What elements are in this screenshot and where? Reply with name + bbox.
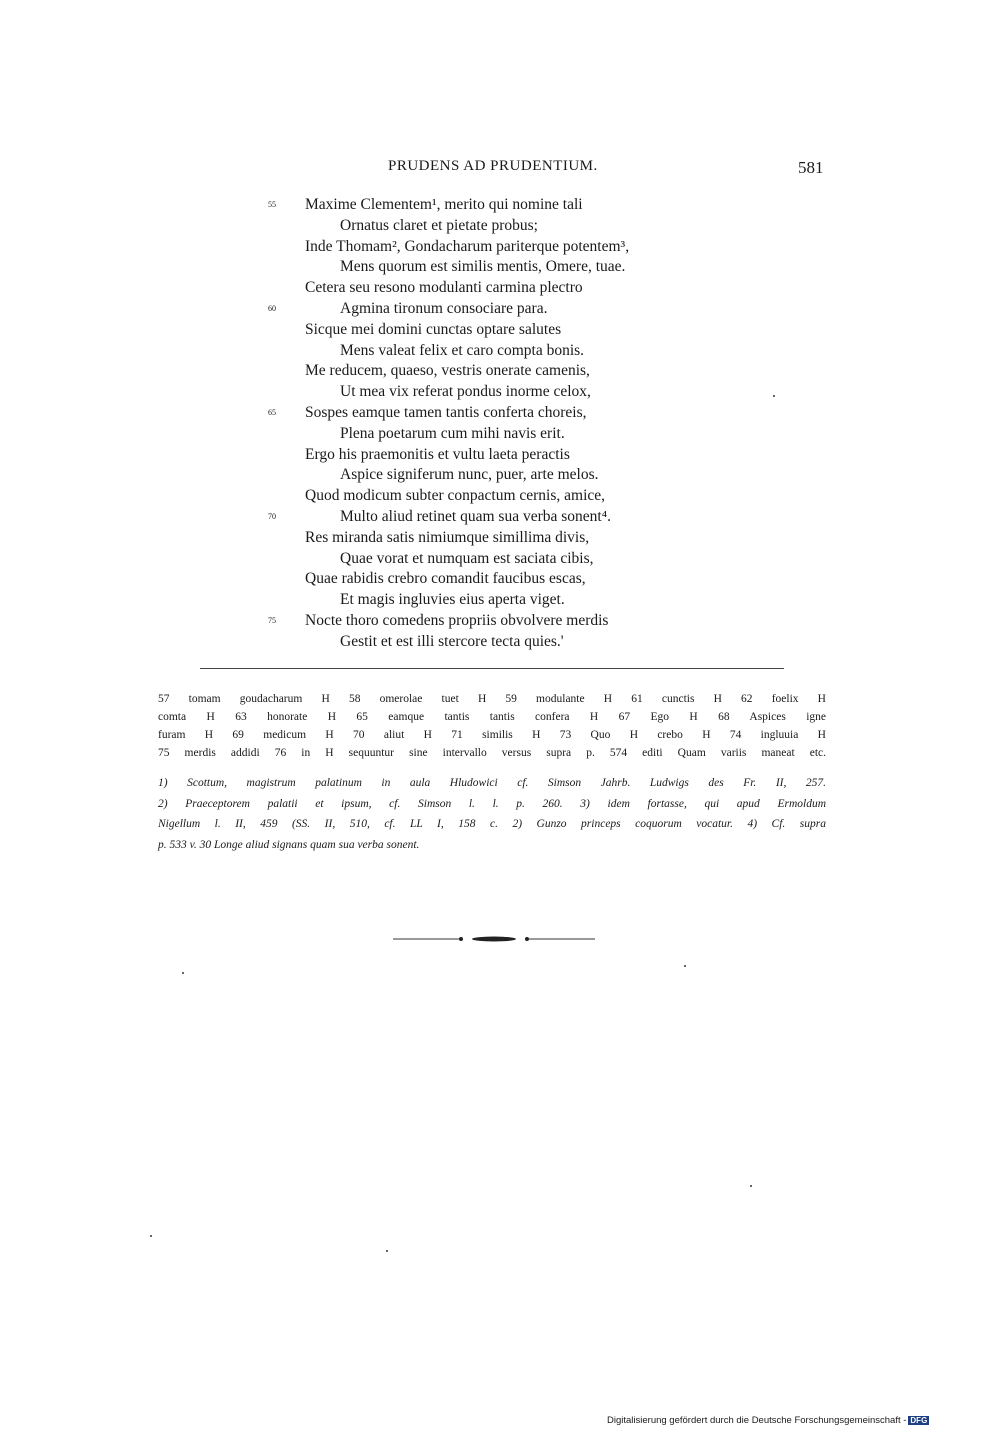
verse-text: Multo aliud retinet quam sua verba sonent⁴. (340, 507, 611, 525)
verse-line (0, 590, 1000, 611)
verse-line (0, 549, 1000, 570)
poem-body (0, 195, 1000, 653)
credit-text: Digitalisierung gefördert durch die Deutsche Forschungsgemeinschaft - (607, 1415, 907, 1426)
line-number: 75 (268, 615, 276, 625)
critical-apparatus (158, 690, 826, 762)
footnotes (158, 773, 826, 855)
apparatus-line: furam H 69 medicum H 70 aliut H 71 similis H 73 Quo H crebo H 74 ingluuia H (158, 729, 826, 741)
verse-line (0, 486, 1000, 507)
verse-line (0, 569, 1000, 590)
apparatus-line: 57 tomam goudacharum H 58 omerolae tuet H 59 modulante H 61 cunctis H 62 foelix H (158, 693, 826, 705)
verse-line (0, 361, 1000, 382)
verse-text: Sicque mei domini cunctas optare salutes (305, 320, 562, 338)
verse-line (0, 341, 1000, 362)
footnote-line: 1) Scottum, magistrum palatinum in aula Hludowici cf. Simson Jahrb. Ludwigs des Fr. II, 257. (158, 777, 826, 789)
verse-text: Quod modicum subter conpactum cernis, amice, (305, 487, 606, 505)
verse-line (0, 611, 1000, 632)
line-number: 65 (268, 407, 276, 417)
verse-text: Ut mea vix referat pondus inorme celox, (340, 383, 591, 401)
scan-speck (750, 1185, 752, 1187)
footnote-line: p. 533 v. 30 Longe aliud signans quam sua verba sonent. (158, 838, 420, 851)
verse-line (0, 632, 1000, 653)
end-ornament (393, 933, 595, 945)
page-number: 581 (798, 158, 824, 177)
verse-line (0, 299, 1000, 320)
verse-line (0, 257, 1000, 278)
verse-text: Mens valeat felix et caro compta bonis. (340, 341, 585, 359)
footnote-line: 2) Praeceptorem palatii et ipsum, cf. Simson l. l. p. 260. 3) idem fortasse, qui apud Ermoldum (158, 797, 826, 810)
verse-line (0, 403, 1000, 424)
text-divider (200, 668, 784, 669)
line-number: 60 (268, 303, 276, 313)
verse-line (0, 465, 1000, 486)
verse-text: Ornatus claret et pietate probus; (340, 216, 538, 234)
verse-text: Me reducem, quaeso, vestris onerate camenis, (305, 362, 590, 380)
verse-line (0, 528, 1000, 549)
dfg-logo: DFG (910, 1416, 928, 1425)
verse-text: Nocte thoro comedens propriis obvolvere merdis (305, 611, 609, 629)
verse-text: Inde Thomam², Gondacharum pariterque potentem³, (305, 237, 630, 255)
scan-speck (386, 1250, 388, 1252)
scan-speck (773, 395, 775, 397)
verse-line (0, 445, 1000, 466)
running-title: PRUDENS AD PRUDENTIUM. (388, 158, 598, 174)
verse-text: Quae rabidis crebro comandit faucibus escas, (305, 570, 586, 588)
digitization-credit (607, 1415, 929, 1426)
line-number: 55 (268, 200, 276, 209)
verse-line (0, 382, 1000, 403)
verse-text: Agmina tironum consociare para. (340, 299, 548, 317)
verse-text: Ergo his praemonitis et vultu laeta peractis (305, 445, 570, 463)
verse-line (0, 195, 1000, 216)
apparatus-line: comta H 63 honorate H 65 eamque tantis tantis confera H 67 Ego H 68 Aspices igne (158, 711, 826, 723)
verse-text: Sospes eamque tamen tantis conferta choreis, (305, 403, 587, 421)
verse-text: Aspice signiferum nunc, puer, arte melos. (340, 466, 599, 484)
verse-line (0, 237, 1000, 258)
verse-text: Maxime Clementem¹, merito qui nomine tali (305, 196, 583, 213)
verse-line (0, 320, 1000, 341)
scan-speck (150, 1235, 152, 1237)
footnote-line: Nigellum l. II, 459 (SS. II, 510, cf. LL I, 158 c. 2) Gunzo princeps coquorum vocatur. 4) Cf. supra (158, 818, 826, 830)
scan-speck (684, 965, 686, 967)
verse-text: Gestit et est illi stercore tecta quies.' (340, 632, 564, 650)
verse-text: Et magis ingluvies eius aperta viget. (340, 591, 565, 609)
verse-line (0, 507, 1000, 528)
verse-text: Cetera seu resono modulanti carmina plectro (305, 279, 583, 297)
verse-text: Mens quorum est similis mentis, Omere, tuae. (340, 258, 626, 276)
verse-text: Plena poetarum cum mihi navis erit. (340, 424, 565, 442)
line-number: 70 (268, 511, 276, 521)
verse-line (0, 278, 1000, 299)
verse-line (0, 216, 1000, 237)
verse-text: Quae vorat et numquam est saciata cibis, (340, 549, 594, 567)
verse-line (0, 424, 1000, 445)
scan-speck (182, 972, 184, 974)
verse-text: Res miranda satis nimiumque simillima divis, (305, 528, 590, 546)
apparatus-line: 75 merdis addidi 76 in H sequuntur sine intervallo versus supra p. 574 editi Quam variis maneat etc. (158, 747, 826, 759)
